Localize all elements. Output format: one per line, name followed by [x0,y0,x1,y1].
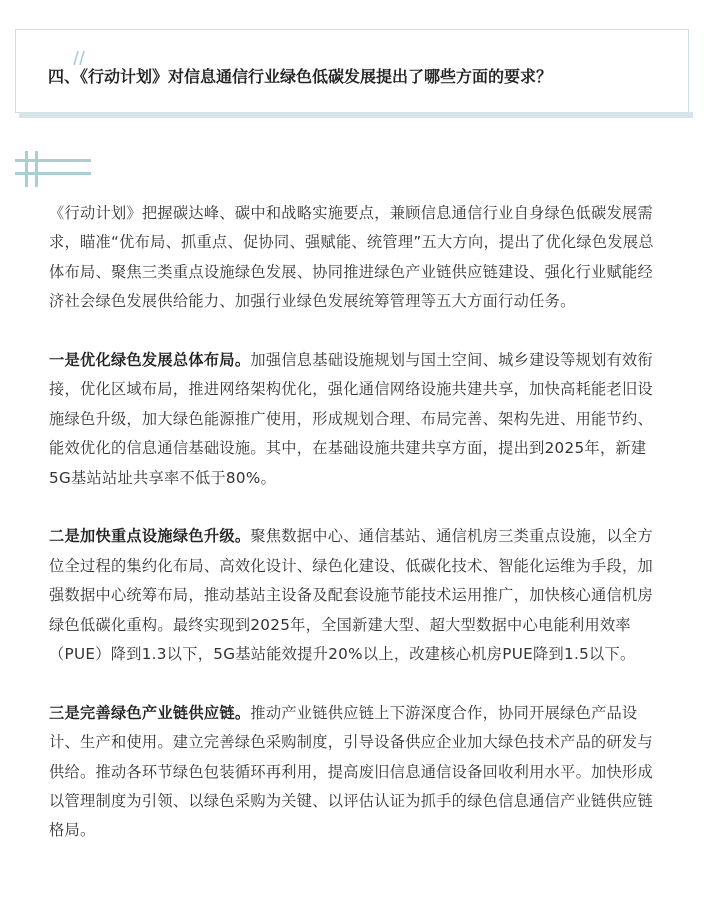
card-shadow-bar [19,112,693,118]
section-body-1: 加强信息基础设施规划与国土空间、城乡建设等规划有效衔接，优化区域布局，推进网络架构优化，强化通信网络设施共建共享，加快高耗能老旧设施绿色升级，加大绿色能源推广使用，形成规划合理、布局完善、架构先进、用能节约、能效优化的信息通信基础设施。其中，在基础设施共建共享方面，提出到2025年，新建5G基站站址共享率不低于80%。 [49,351,654,487]
question-card [15,29,689,113]
section-paragraph-2 [49,522,665,669]
section-paragraph-1 [49,346,665,493]
hash-decoration-icon [15,151,91,191]
question-heading: 四、《行动计划》对信息通信行业绿色低碳发展提出了哪些方面的要求？ [48,67,553,86]
section-paragraph-3 [49,699,665,846]
section-body-3: 推动产业链供应链上下游深度合作，协同开展绿色产品设计、生产和使用。建立完善绿色采购制度，引导设备供应企业加大绿色技术产品的研发与供给。推动各环节绿色包装循环再利用，提高废旧信息通信设备回收利用水平。加快形成以管理制度为引领、以绿色采购为关键、以评估认证为抓手的绿色信息通信产业链供应链格局。 [49,703,654,840]
section-lead-2: 二是加快重点设施绿色升级。 [49,527,251,546]
article-body [49,199,665,875]
section-lead-3: 三是完善绿色产业链供应链。 [49,703,251,722]
section-body-2: 聚焦数据中心、通信基站、通信机房三类重点设施，以全方位全过程的集约化布局、高效化设计、绿色化建设、低碳化技术、智能化运维为手段，加强数据中心统筹布局，推动基站主设备及配套设施节能技术运用推广，加快核心通信机房绿色低碳化重构。最终实现到2025年，全国新建大型、超大型数据中心电能利用效率（PUE）降到1.3以下，5G基站能效提升20%以上，改建核心机房PUE降到1.5以下。 [49,527,654,664]
intro-paragraph: 《行动计划》把握碳达峰、碳中和战略实施要点，兼顾信息通信行业自身绿色低碳发展需求，瞄准“优布局、抓重点、促协同、强赋能、统管理”五大方向，提出了优化绿色发展总体布局、聚焦三类重点设施绿色发展、协同推进绿色产业链供应链建设、强化行业赋能经济社会绿色发展供给能力、加强行业绿色发展统筹管理等五大方面行动任务。 [49,204,654,311]
section-lead-1: 一是优化绿色发展总体布局。 [49,351,251,370]
